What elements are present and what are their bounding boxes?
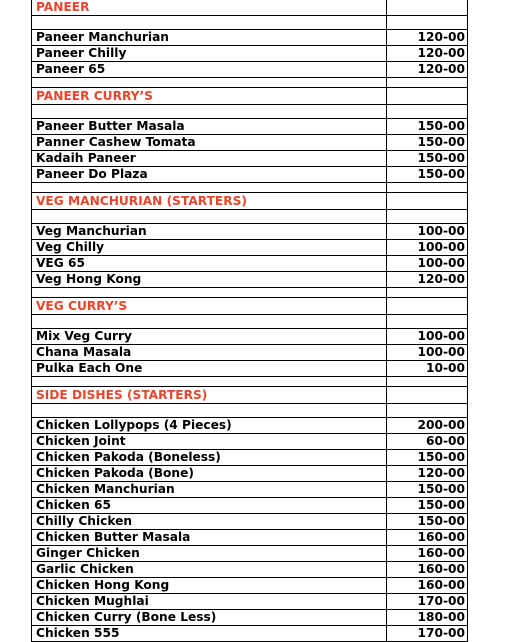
spacer-cell <box>32 404 387 418</box>
menu-item-name: Chicken Pakoda (Boneless) <box>32 450 387 466</box>
menu-item-row <box>32 530 468 546</box>
menu-item-price: 160-00 <box>387 530 468 546</box>
menu-item-name: Mix Veg Curry <box>32 329 387 345</box>
menu-item-name: Paneer Do Plaza <box>32 167 387 183</box>
menu-item-price: 160-00 <box>387 562 468 578</box>
menu-item-name: Pulka Each One <box>32 361 387 377</box>
menu-item-row <box>32 626 468 642</box>
menu-item-name: Veg Hong Kong <box>32 272 387 288</box>
spacer-row <box>32 105 468 119</box>
spacer-cell <box>387 404 468 418</box>
spacer-row <box>32 404 468 418</box>
section-heading-price-cell <box>387 0 468 16</box>
spacer-row <box>32 315 468 329</box>
menu-item-name: Chicken Manchurian <box>32 482 387 498</box>
blank-cell <box>32 78 387 88</box>
menu-item-name: Chicken Hong Kong <box>32 578 387 594</box>
menu-item-row <box>32 167 468 183</box>
menu-item-name: VEG 65 <box>32 256 387 272</box>
menu-item-price: 120-00 <box>387 62 468 78</box>
menu-item-price: 170-00 <box>387 594 468 610</box>
menu-item-price: 100-00 <box>387 256 468 272</box>
section-heading: PANEER CURRY’S <box>32 88 387 105</box>
spacer-cell <box>387 105 468 119</box>
menu-item-name: Paneer Chilly <box>32 46 387 62</box>
section-heading-price-cell <box>387 298 468 315</box>
menu-item-name: Chana Masala <box>32 345 387 361</box>
menu-item-row <box>32 578 468 594</box>
menu-item-row <box>32 498 468 514</box>
section-heading-row <box>32 88 468 105</box>
section-heading-row <box>32 387 468 404</box>
menu-item-row <box>32 119 468 135</box>
menu-item-name: Chicken 65 <box>32 498 387 514</box>
blank-row <box>32 183 468 193</box>
spacer-cell <box>387 16 468 30</box>
spacer-row <box>32 210 468 224</box>
menu-item-name: Kadaih Paneer <box>32 151 387 167</box>
blank-row <box>32 377 468 387</box>
menu-item-price: 150-00 <box>387 119 468 135</box>
spacer-cell <box>32 16 387 30</box>
section-heading: VEG MANCHURIAN (STARTERS) <box>32 193 387 210</box>
menu-body <box>32 0 468 642</box>
menu-item-row <box>32 272 468 288</box>
menu-item-row <box>32 562 468 578</box>
menu-item-row <box>32 135 468 151</box>
menu-item-name: Chicken Mughlai <box>32 594 387 610</box>
blank-cell <box>387 183 468 193</box>
menu-item-row <box>32 30 468 46</box>
menu-item-price: 150-00 <box>387 482 468 498</box>
menu-item-row <box>32 46 468 62</box>
menu-item-price: 100-00 <box>387 329 468 345</box>
menu-item-row <box>32 514 468 530</box>
menu-table <box>31 0 468 642</box>
menu-item-row <box>32 62 468 78</box>
menu-item-price: 160-00 <box>387 578 468 594</box>
menu-item-price: 60-00 <box>387 434 468 450</box>
blank-row <box>32 288 468 298</box>
menu-item-row <box>32 450 468 466</box>
menu-item-row <box>32 361 468 377</box>
blank-row <box>32 78 468 88</box>
menu-item-name: Chicken Joint <box>32 434 387 450</box>
blank-cell <box>32 288 387 298</box>
blank-cell <box>387 288 468 298</box>
menu-item-price: 150-00 <box>387 135 468 151</box>
menu-item-price: 120-00 <box>387 46 468 62</box>
menu-item-name: Chicken Pakoda (Bone) <box>32 466 387 482</box>
menu-item-row <box>32 345 468 361</box>
menu-item-row <box>32 240 468 256</box>
menu-item-price: 120-00 <box>387 466 468 482</box>
menu-item-price: 150-00 <box>387 514 468 530</box>
menu-item-row <box>32 418 468 434</box>
menu-item-price: 150-00 <box>387 151 468 167</box>
section-heading-price-cell <box>387 387 468 404</box>
menu-item-row <box>32 594 468 610</box>
menu-item-name: Paneer Butter Masala <box>32 119 387 135</box>
menu-item-price: 180-00 <box>387 610 468 626</box>
section-heading: PANEER <box>32 0 387 16</box>
section-heading-price-cell <box>387 193 468 210</box>
menu-item-price: 160-00 <box>387 546 468 562</box>
menu-item-name: Chicken Curry (Bone Less) <box>32 610 387 626</box>
menu-item-name: Panner Cashew Tomata <box>32 135 387 151</box>
section-heading-row <box>32 193 468 210</box>
menu-item-row <box>32 151 468 167</box>
menu-item-price: 170-00 <box>387 626 468 642</box>
section-heading-row <box>32 298 468 315</box>
menu-item-price: 200-00 <box>387 418 468 434</box>
menu-item-price: 100-00 <box>387 345 468 361</box>
menu-item-price: 150-00 <box>387 450 468 466</box>
menu-item-name: Chicken Butter Masala <box>32 530 387 546</box>
menu-item-row <box>32 466 468 482</box>
menu-item-price: 10-00 <box>387 361 468 377</box>
spacer-cell <box>387 210 468 224</box>
spacer-cell <box>32 315 387 329</box>
menu-item-row <box>32 256 468 272</box>
section-heading-row <box>32 0 468 16</box>
menu-item-name: Veg Chilly <box>32 240 387 256</box>
section-heading-price-cell <box>387 88 468 105</box>
spacer-cell <box>32 105 387 119</box>
menu-item-row <box>32 329 468 345</box>
section-heading: VEG CURRY’S <box>32 298 387 315</box>
menu-item-row <box>32 546 468 562</box>
blank-cell <box>32 183 387 193</box>
menu-item-name: Paneer Manchurian <box>32 30 387 46</box>
menu-item-name: Paneer 65 <box>32 62 387 78</box>
spacer-cell <box>387 315 468 329</box>
section-heading: SIDE DISHES (STARTERS) <box>32 387 387 404</box>
menu-item-name: Chicken Lollypops (4 Pieces) <box>32 418 387 434</box>
menu-item-price: 100-00 <box>387 240 468 256</box>
menu-item-row <box>32 610 468 626</box>
menu-item-price: 120-00 <box>387 272 468 288</box>
menu-item-row <box>32 224 468 240</box>
blank-cell <box>387 78 468 88</box>
menu-item-name: Veg Manchurian <box>32 224 387 240</box>
blank-cell <box>32 377 387 387</box>
menu-item-price: 150-00 <box>387 498 468 514</box>
menu-item-name: Ginger Chicken <box>32 546 387 562</box>
menu-item-row <box>32 434 468 450</box>
menu-item-price: 120-00 <box>387 30 468 46</box>
menu-item-name: Chilly Chicken <box>32 514 387 530</box>
menu-item-name: Chicken 555 <box>32 626 387 642</box>
menu-item-price: 100-00 <box>387 224 468 240</box>
blank-cell <box>387 377 468 387</box>
menu-item-price: 150-00 <box>387 167 468 183</box>
menu-item-row <box>32 482 468 498</box>
spacer-row <box>32 16 468 30</box>
spacer-cell <box>32 210 387 224</box>
menu-item-name: Garlic Chicken <box>32 562 387 578</box>
